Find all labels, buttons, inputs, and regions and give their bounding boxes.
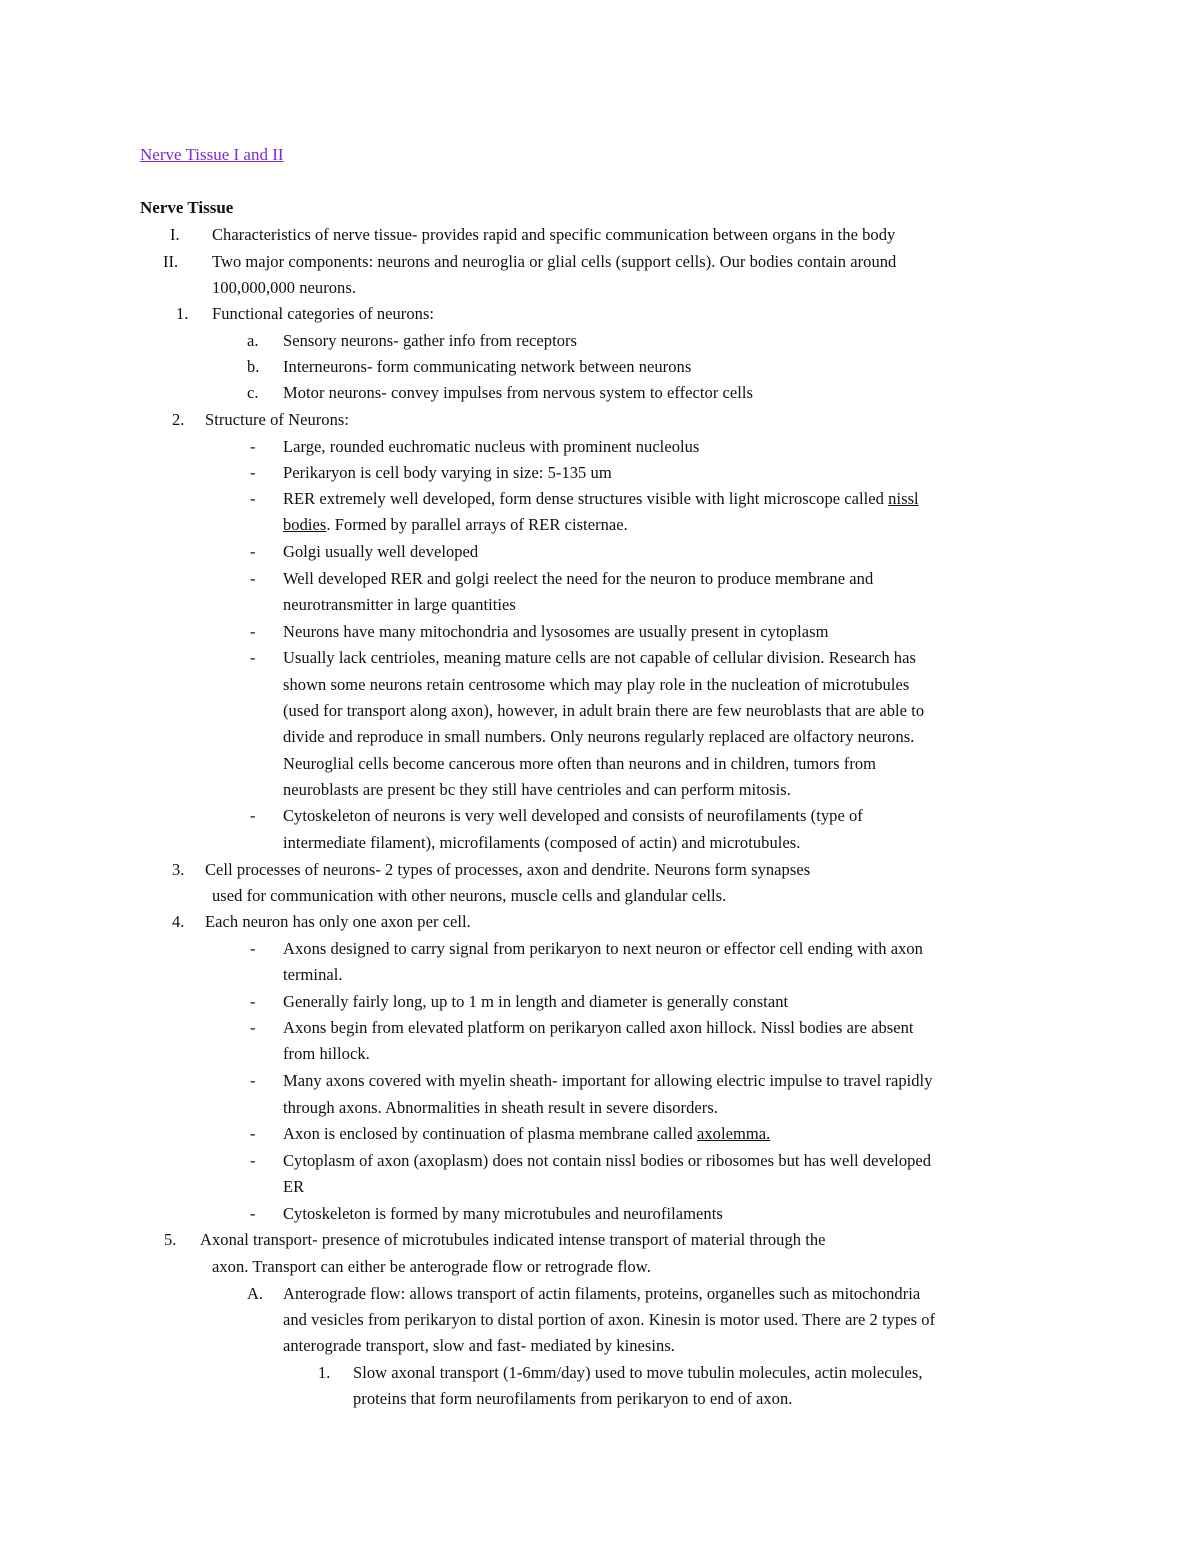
sub-marker-A: A. — [247, 1284, 264, 1303]
sub-item-b: Interneurons- form communicating network between neurons — [283, 357, 692, 376]
bullet-text: Many axons covered with myelin sheath- important for allowing electric impulse to travel rapidly — [283, 1071, 933, 1090]
bullet-text-continued: neuroblasts are present bc they still have centrioles and can perform mitosis. — [283, 780, 791, 799]
term-nissl: nissl — [888, 489, 919, 508]
roman-item-1-text: Characteristics of nerve tissue- provides rapid and specific communication between organs in the body — [212, 225, 896, 244]
item-5-line1: Axonal transport- presence of microtubules indicated intense transport of material through the — [200, 1230, 826, 1249]
bullet-text-part: RER extremely well developed, form dense structures visible with light microscope called — [283, 489, 889, 508]
list-marker-5: 5. — [164, 1230, 177, 1249]
list-marker-3: 3. — [172, 860, 185, 879]
sub-sub-item-1-line2: proteins that form neurofilaments from perikaryon to end of axon. — [353, 1389, 793, 1408]
sub-marker-a: a. — [247, 331, 259, 350]
list-marker-2: 2. — [172, 410, 185, 429]
bullet-text: Well developed RER and golgi reelect the need for the neuron to produce membrane and — [283, 569, 874, 588]
sub-marker-c: c. — [247, 383, 259, 402]
bullet-dash: - — [250, 489, 256, 508]
term-axolemma: axolemma. — [696, 1124, 771, 1143]
bullet-text-part: . Formed by parallel arrays of RER cisternae. — [326, 515, 628, 534]
roman-marker-1: I. — [170, 225, 180, 244]
bullet-text: Axons begin from elevated platform on perikaryon called axon hillock. Nissl bodies are absent — [283, 1018, 914, 1037]
sub-item-c: Motor neurons- convey impulses from nervous system to effector cells — [283, 383, 754, 402]
sub-sub-item-1-line1: Slow axonal transport (1-6mm/day) used to move tubulin molecules, actin molecules, — [353, 1363, 923, 1382]
bullet-text: Usually lack centrioles, meaning mature cells are not capable of cellular division. Research has — [283, 648, 916, 667]
bullet-dash: - — [250, 1071, 256, 1090]
item-3-line1: Cell processes of neurons- 2 types of processes, axon and dendrite. Neurons form synapses — [205, 860, 811, 879]
sub-item-A-line1: Anterograde flow: allows transport of actin filaments, proteins, organelles such as mitochondria — [283, 1284, 921, 1303]
term-bodies: bodies — [283, 515, 327, 534]
list-marker-1: 1. — [176, 304, 189, 323]
bullet-dash: - — [250, 1018, 256, 1037]
roman-item-2-line2: 100,000,000 neurons. — [212, 278, 356, 297]
bullet-text-continued: intermediate filament), microfilaments (composed of actin) and microtubules. — [283, 833, 801, 852]
bullet-text: Cytoplasm of axon (axoplasm) does not contain nissl bodies or ribosomes but has well developed — [283, 1151, 932, 1170]
bullet-text-continued: through axons. Abnormalities in sheath result in severe disorders. — [283, 1098, 718, 1117]
sub-item-A-line2: and vesicles from perikaryon to distal portion of axon. Kinesin is motor used. There are 2 types of — [283, 1310, 936, 1329]
bullet-text-continued: shown some neurons retain centrosome which may play role in the nucleation of microtubules — [283, 675, 910, 694]
bullet-text-continued: terminal. — [283, 965, 343, 984]
sub-item-a: Sensory neurons- gather info from receptors — [283, 331, 578, 350]
list-marker-4: 4. — [172, 912, 185, 931]
bullet-text — [283, 1124, 770, 1144]
item-2-text: Structure of Neurons: — [205, 410, 350, 429]
bullet-text-continued: divide and reproduce in small numbers. Only neurons regularly replaced are olfactory neurons. — [283, 727, 915, 746]
bullet-dash: - — [250, 1204, 256, 1223]
item-3-line2: used for communication with other neurons, muscle cells and glandular cells. — [212, 886, 727, 905]
bullet-text-continued: (used for transport along axon), however, in adult brain there are few neuroblasts that are able to — [283, 701, 925, 720]
bullet-text-continued: Neuroglial cells become cancerous more often than neurons and in children, tumors from — [283, 754, 877, 773]
bullet-text-continued: ER — [283, 1177, 305, 1196]
bullet-text: Perikaryon is cell body varying in size: 5-135 um — [283, 463, 612, 482]
bullet-dash: - — [250, 569, 256, 588]
bullet-dash: - — [250, 648, 256, 667]
bullet-text: Axons designed to carry signal from perikaryon to next neuron or effector cell ending with axon — [283, 939, 923, 958]
bullet-text: Golgi usually well developed — [283, 542, 479, 561]
item-1-text: Functional categories of neurons: — [212, 304, 435, 323]
bullet-text-continued: neurotransmitter in large quantities — [283, 595, 516, 614]
item-4-text: Each neuron has only one axon per cell. — [205, 912, 471, 931]
bullet-dash: - — [250, 806, 256, 825]
roman-marker-2: II. — [163, 252, 179, 271]
bullet-dash: - — [250, 1124, 256, 1143]
bullet-text-part: Axon is enclosed by continuation of plasma membrane called — [283, 1124, 697, 1143]
bullet-dash: - — [250, 992, 256, 1011]
bullet-dash: - — [250, 542, 256, 561]
sub-sub-marker-1: 1. — [318, 1363, 331, 1382]
bullet-text: Large, rounded euchromatic nucleus with prominent nucleolus — [283, 437, 700, 456]
roman-item-2-line1: Two major components: neurons and neuroglia or glial cells (support cells). Our bodies contain around — [212, 252, 897, 271]
bullet-dash: - — [250, 939, 256, 958]
bullet-dash: - — [250, 437, 256, 456]
bullet-text-continued: from hillock. — [283, 1044, 370, 1063]
bullet-text-continued — [283, 515, 628, 535]
bullet-dash: - — [250, 1151, 256, 1170]
bullet-dash: - — [250, 463, 256, 482]
bullet-text: Neurons have many mitochondria and lysosomes are usually present in cytoplasm — [283, 622, 829, 641]
bullet-dash: - — [250, 622, 256, 641]
bullet-text: Generally fairly long, up to 1 m in length and diameter is generally constant — [283, 992, 789, 1011]
sub-marker-b: b. — [247, 357, 260, 376]
section-heading: Nerve Tissue — [140, 198, 234, 217]
bullet-text: Cytoskeleton is formed by many microtubules and neurofilaments — [283, 1204, 723, 1223]
bullet-text: Cytoskeleton of neurons is very well developed and consists of neurofilaments (type of — [283, 806, 863, 825]
page-title[interactable]: Nerve Tissue I and II — [140, 145, 284, 164]
bullet-text — [283, 489, 919, 509]
sub-item-A-line3: anterograde transport, slow and fast- mediated by kinesins. — [283, 1336, 675, 1355]
item-5-line2: axon. Transport can either be anterograde flow or retrograde flow. — [212, 1257, 651, 1276]
